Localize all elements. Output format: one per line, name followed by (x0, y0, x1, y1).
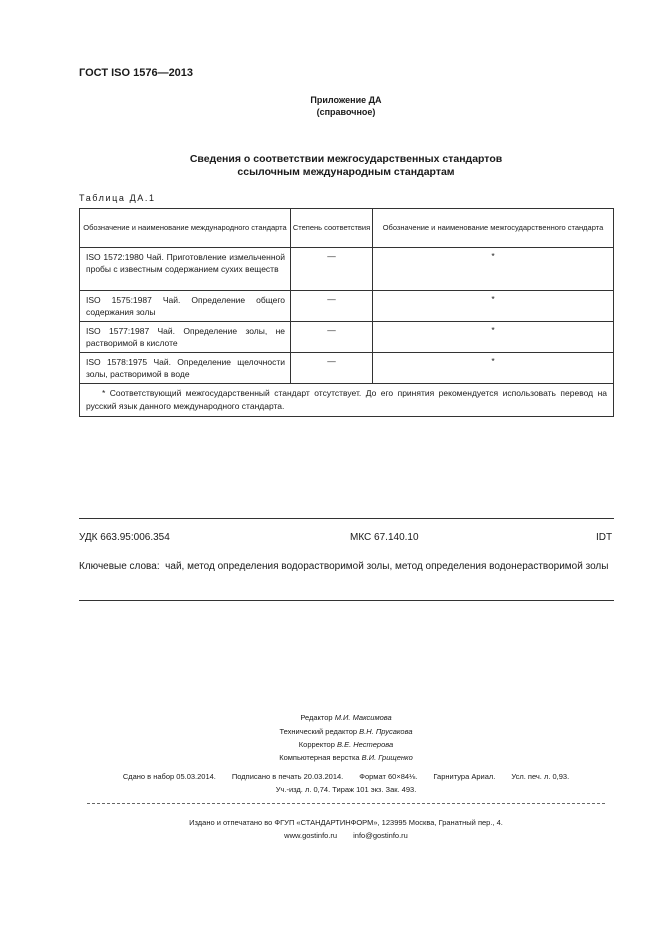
table-label: Таблица ДА.1 (79, 193, 156, 203)
header-interstate-standard: Обозначение и наименование межгосударственного стандарта (373, 209, 614, 248)
keywords-label: Ключевые слова: (79, 561, 160, 572)
keywords (79, 558, 614, 575)
credit-name: В.И. Грищенко (361, 753, 413, 762)
publisher-info: Издано и отпечатано во ФГУП «СТАНДАРТИНФОРМ», 123995 Москва, Гранатный пер., 4. (189, 818, 503, 827)
print-format: Формат 60×84⅛. (359, 772, 418, 781)
table-row (80, 322, 614, 353)
keywords-text: чай, метод определения водорастворимой золы, метод определения водонерастворимой золы (165, 561, 609, 572)
table-row (80, 353, 614, 384)
mks-code: МКС 67.140.10 (350, 532, 419, 543)
credit-name: М.И. Максимова (334, 713, 392, 722)
idt-code: IDT (596, 532, 613, 543)
credit-proofreader (0, 740, 661, 749)
footnote-text: * Соответствующий межгосударственный стандарт отсутствует. До его принятия рекомендуется использовать перевод на русский язык данного международного стандарта. (86, 388, 607, 411)
credit-name: В.Е. Нестерова (337, 740, 394, 749)
cell-interstate-standard: * (373, 291, 614, 322)
dashed-divider (87, 803, 605, 804)
credit-role: Компьютерная верстка (279, 753, 360, 762)
publisher-contacts (0, 831, 661, 840)
appendix-subtitle: (справочное) (316, 107, 376, 117)
table-row (80, 248, 614, 291)
print-sheets: Усл. печ. л. 0,93. (511, 772, 570, 781)
print-info-line1 (0, 772, 661, 781)
publisher-email-link[interactable]: info@gostinfo.ru (353, 831, 408, 840)
document-code: ГОСТ ISO 1576—2013 (79, 67, 194, 79)
header-degree-of-correspondence: Степень соответствия (291, 209, 373, 248)
credit-editor (0, 713, 661, 722)
section-title-line2: ссылочным международным стандартам (237, 166, 455, 178)
credit-tech-editor (0, 727, 661, 736)
cell-international-standard: ISO 1578:1975 Чай. Определение щелочности золы, растворимой в воде (80, 353, 291, 384)
print-submitted: Сдано в набор 05.03.2014. (122, 772, 216, 781)
cell-degree: — (291, 353, 373, 384)
cell-international-standard: ISO 1577:1987 Чай. Определение золы, не растворимой в кислоте (80, 322, 291, 353)
cell-degree: — (291, 322, 373, 353)
table-header-row (80, 209, 614, 248)
header-international-standard: Обозначение и наименование международного стандарта (80, 209, 291, 248)
section-title-line1: Сведения о соответствии межгосударственных стандартов (189, 153, 503, 165)
cell-interstate-standard: * (373, 353, 614, 384)
cell-international-standard: ISO 1575:1987 Чай. Определение общего содержания золы (80, 291, 291, 322)
cell-degree: — (291, 248, 373, 291)
cell-degree: — (291, 291, 373, 322)
divider-top (79, 518, 614, 519)
cell-interstate-standard: * (373, 248, 614, 291)
credit-role: Технический редактор (279, 727, 358, 736)
print-info-line2: Уч.-изд. л. 0,74. Тираж 101 экз. Зак. 493. (275, 785, 417, 794)
cell-interstate-standard: * (373, 322, 614, 353)
print-typeface: Гарнитура Ариал. (433, 772, 496, 781)
publisher-website-link[interactable]: www.gostinfo.ru (284, 831, 338, 840)
appendix-title: Приложение ДА (310, 95, 382, 105)
credit-role: Корректор (298, 740, 335, 749)
cell-international-standard: ISO 1572:1980 Чай. Приготовление измельченной пробы с известным содержанием сухих веществ (80, 248, 291, 291)
credit-name: В.Н. Прусакова (359, 727, 413, 736)
table-row (80, 291, 614, 322)
udk-code: УДК 663.95:006.354 (79, 532, 170, 543)
print-signed: Подписано в печать 20.03.2014. (231, 772, 344, 781)
credit-role: Редактор (300, 713, 333, 722)
table-footnote (80, 384, 614, 417)
correspondence-table (79, 208, 614, 417)
divider-bottom (79, 600, 614, 601)
table-footnote-row (80, 384, 614, 417)
credit-layout (0, 753, 661, 762)
